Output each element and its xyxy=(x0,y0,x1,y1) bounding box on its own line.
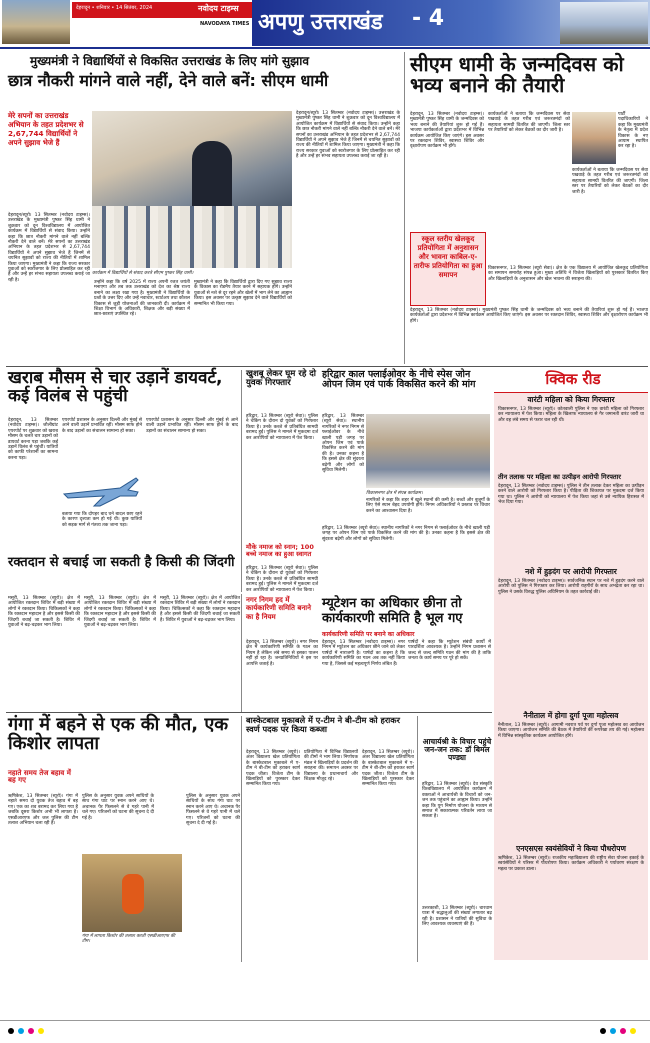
acharyashri-headline: आचार्यश्री के विचार पहुंचे जन-जन तक: डॉ बिमल पण्ड्या xyxy=(422,737,492,762)
pilgrims-body: उत्तरकाशी, 13 सितम्बर (ब्यूरो)। चारधाम यात्रा में श्रद्धालुओं की संख्या लगातार बढ़ रही है। प्रशासन ने यात्रियों की सुविधा के लिए आवश्यक व्यवस्थाएं की हैं। xyxy=(422,906,492,928)
registration-swatch xyxy=(600,1028,606,1034)
cm-birthday-body-2: कार्यकर्ताओं ने बताया कि जन्मदिवस पर सेवा पखवाड़े के तहत गरीब एवं जरूरतमंदों को सहायता सामग्री वितरित की जाएगी। जिला स्तर पर तैयारियों को लेकर बैठकों का दौर जारी है। xyxy=(488,112,570,134)
basketball-body-3: देहरादून, 13 सितम्बर (ब्यूरो)। अंतर विद्यालय खेल प्रतियोगिता के बास्केटबाल मुकाबले में ए-टीम ने बी-टीम को हराकर स्वर्ण पदक जीता। विजेता टीम के खिलाड़ियों को पुरस्कार देकर सम्मानित किया गया। xyxy=(362,750,414,788)
section-title: अपणु उत्तराखंड xyxy=(258,10,383,35)
lead-highlight: मेरे सपनों का उत्तराखंड अभियान के तहत प्रदेशभर से 2,67,744 विद्यार्थियों ने अपने सुझाव भेजे हैं xyxy=(8,111,84,147)
mutation-area xyxy=(322,596,492,710)
basketball-body-2: प्रतियोगिता में विभिन्न विद्यालयों की टीमों ने भाग लिया। निर्णायक मंडल ने खिलाड़ियों के प्रदर्शन की सराहना की। समापन अवसर पर विद्यालय के प्रधानाचार्य और शिक्षक मौजूद रहे। xyxy=(304,750,358,783)
flyover-body-2: नागरिकों ने कहा कि शहर में खुले स्थानों की कमी है। बच्चों और बुजुर्गों के लिए ऐसे स्थान बेहद उपयोगी होंगे। निगम अधिकारियों ने प्रस्ताव पर विचार करने का आश्वासन दिया है। xyxy=(366,498,490,514)
cm-birthday-body-3: पार्टी पदाधिकारियों ने कहा कि मुख्यमंत्री के नेतृत्व में प्रदेश विकास के नए आयाम स्थापित कर रहा है। xyxy=(618,112,648,150)
weather-headline: खराब मौसम से चार उड़ानें डायवर्ट, कई विलंब से पहुंची xyxy=(8,368,223,406)
masthead xyxy=(0,0,650,46)
registration-swatch xyxy=(8,1028,14,1034)
ganga-highlight: नहाते समय तेज बहाव में बह गए xyxy=(8,769,71,785)
quick-read-item-3-body: देहरादून, 13 सितम्बर (नवोदय टाइम्स)। सार्वजनिक स्थान पर नशे में हुड़दंग करने वाले आरोपी को पुलिस ने गिरफ्तार कर लिया। आरोपी राहगीरों के साथ अभद्रता कर रहा था। पुलिस ने उसके विरुद्ध पुलिस अधिनियम के तहत कार्रवाई की। xyxy=(498,579,644,595)
footer-registration-marks xyxy=(0,1026,650,1038)
basketball-body-1: देहरादून, 13 सितम्बर (ब्यूरो)। अंतर विद्यालय खेल प्रतियोगिता के बास्केटबाल मुकाबले में ए-टीम ने बी-टीम को हराकर स्वर्ण पदक जीता। विजेता टीम के खिलाड़ियों को पुरस्कार देकर सम्मानित किया गया। xyxy=(246,750,300,788)
nagar-nigam-headline: नगर निगम हद में कार्यकारिणी समिति बनाने का है नियम xyxy=(246,596,311,621)
rule-col-divider-2 xyxy=(241,370,242,592)
blood-donation-body-1: मसूरी, 13 सितम्बर (ब्यूरो)। क्षेत्र में आयोजित रक्तदान शिविर में बड़ी संख्या में लोगों ने रक्तदान किया। चिकित्सकों ने कहा कि रक्तदान महादान है और इससे किसी की जिंदगी बचाई जा सकती है। शिविर में युवाओं ने बढ़-चढ़कर भाग लिया। xyxy=(8,596,80,629)
lead-photo-figure xyxy=(192,141,232,211)
ganga-photo-caption: गंगा में लापता किशोर की तलाश करती एसडीआरएफ की टीम। xyxy=(82,934,176,945)
registration-swatch xyxy=(620,1028,626,1034)
paper-name-en: NAVODAYA TIMES xyxy=(200,21,250,27)
blood-donation-body-3: मसूरी, 13 सितम्बर (ब्यूरो)। क्षेत्र में आयोजित रक्तदान शिविर में बड़ी संख्या में लोगों ने रक्तदान किया। चिकित्सकों ने कहा कि रक्तदान महादान है और इससे किसी की जिंदगी बचाई जा सकती है। शिविर में युवाओं ने बढ़-चढ़कर भाग लिया। xyxy=(160,596,240,623)
weather-body-2: एयरपोर्ट प्रशासन के अनुसार दिल्ली और मुंबई से आने वाली उड़ानें प्रभावित रहीं। मौसम साफ होने के बाद उड़ानों का संचालन सामान्य हो सका। xyxy=(62,418,142,434)
nagar-nigam-body: देहरादून, 13 सितम्बर (ब्यूरो)। नगर निगम क्षेत्र में कार्यकारिणी समिति के गठन का नियम है लेकिन लंबे समय से इसका पालन नहीं हो रहा है। जनप्रतिनिधियों ने इस पर आपत्ति जताई है। xyxy=(246,640,318,667)
acharyashri-body: हरिद्वार, 13 सितम्बर (ब्यूरो)। देव संस्कृति विश्वविद्यालय में आयोजित कार्यक्रम में वक्ताओं ने आचार्यश्री के विचारों को जन-जन तक पहुंचाने का आह्वान किया। उन्होंने कहा कि युग निर्माण योजना के माध्यम से समाज में सकारात्मक परिवर्तन लाया जा सकता है। xyxy=(422,782,492,820)
lead-headline: छात्र नौकरी मांगने वाले नहीं, देने वाले बनें: सीएम धामी xyxy=(8,71,329,90)
cm-birthday-body-4: कार्यकर्ताओं ने बताया कि जन्मदिवस पर सेवा पखवाड़े के तहत गरीब एवं जरूरतमंदों को सहायता सामग्री वितरित की जाएगी। जिला स्तर पर तैयारियों को लेकर बैठकों का दौर जारी है। xyxy=(572,168,648,195)
masthead-right-photo xyxy=(560,2,648,44)
quick-read-item-2-head: तीन तलाक पर महिला का उत्पीड़न आरोपी गिरफ्तार xyxy=(498,473,622,481)
dateline: देहरादून • शनिवार • 14 सितंबर, 2024 xyxy=(76,5,153,11)
cm-birthday-body-1: देहरादून, 13 सितम्बर (नवोदय टाइम्स)। मुख्यमंत्री पुष्कर सिंह धामी के जन्मदिवस को भव्य बनाने की तैयारियां शुरू हो गई हैं। भाजपा कार्यकर्ताओं द्वारा प्रदेशभर में विभिन्न कार्यक्रम आयोजित किए जाएंगे। इस अवसर पर रक्तदान शिविर, स्वास्थ्य शिविर और वृक्षारोपण कार्यक्रम भी होंगे। xyxy=(410,112,484,150)
haridwar-headline: खुशबू लेकर घूम रहे दो युवक गिरफ्तार xyxy=(246,369,317,388)
masthead-left-photo xyxy=(2,0,70,44)
airplane-icon xyxy=(60,470,140,510)
quick-read-item-1-body: विकासनगर, 13 सितम्बर (ब्यूरो)। कोतवाली पुलिस ने एक वारंटी महिला को गिरफ्तार कर न्यायालय में पेश किया। महिला के खिलाफ न्यायालय से गैर जमानती वारंट जारी था और वह लंबे समय से फरार चल रही थी। xyxy=(498,407,644,423)
flyover-photo xyxy=(366,414,490,488)
ganga-headline: गंगा में बहने से एक की मौत, एक किशोर लापता xyxy=(8,714,229,754)
lead-highlight-box xyxy=(8,111,86,209)
paper-name: नवोदय टाइम्स xyxy=(198,4,239,13)
weather-body-4: एयरपोर्ट प्रशासन के अनुसार दिल्ली और मुंबई से आने वाली उड़ानें प्रभावित रहीं। मौसम साफ होने के बाद उड़ानों का संचालन सामान्य हो सका। xyxy=(146,418,238,434)
cm-birthday-photo xyxy=(572,112,616,164)
rule-col-divider-5 xyxy=(417,716,418,962)
lead-body-2: उन्होंने कहा कि वर्ष 2025 में राज्य अपनी रजत जयंती मनाएगा और तब तक उत्तराखंड को देश का श्रेष्ठ राज्य बनाने का लक्ष्य रखा गया है। मुख्यमंत्री ने विद्यार्थियों के प्रश्नों के उत्तर दिए और उन्हें नवाचार, स्टार्टअप तथा कौशल विकास से जुड़ी योजनाओं की जानकारी दी। कार्यक्रम में शिक्षा विभाग के अधिकारी, शिक्षक और बड़ी संख्या में छात्र-छात्राएं उपस्थित रहे। xyxy=(94,280,190,318)
mutation-columns xyxy=(322,640,492,706)
ganga-photo xyxy=(82,854,182,932)
haridwar-subhead: मौके नमाज को स्नान; 100 बच्चे नमाज का हुआ स्वागत xyxy=(246,543,314,558)
quick-read-item-1-head: वारंटी महिला को किया गिरफ्तार xyxy=(527,395,615,404)
rule-col-divider-3 xyxy=(241,594,242,712)
mutation-body-2: पार्षदों ने कहा कि म्यूटेशन संबंधी कार्यों में पारदर्शिता आवश्यक है। उन्होंने निगम प्रशासन से जल्द से जल्द समिति गठन की मांग की है ताकि जनता के कार्य समय पर पूरे हो सकें। xyxy=(408,640,491,662)
rule-horizontal-2 xyxy=(6,712,492,713)
weather-plane-graphic xyxy=(60,470,140,510)
quick-read-item-5-head: एनएसएस स्वयंसेवियों ने किया पौधरोपण xyxy=(516,844,626,853)
flyover-body: हरिद्वार, 13 सितम्बर (ब्यूरो सेवा)। स्थानीय नागरिकों ने नगर निगम से फ्लाईओवर के नीचे खाली पड़ी जगह पर ओपन जिम एवं पार्क विकसित करने की मांग की है। उनका कहना है कि इससे क्षेत्र की सुंदरता बढ़ेगी और लोगों को सुविधा मिलेगी। xyxy=(322,414,364,474)
lead-body-4: देहरादून/ब्यूरो। 13 सितम्बर (नवोदय टाइम्स)। उत्तराखंड के मुख्यमंत्री पुष्कर सिंह धामी ने शुक्रवार को दून विश्वविद्यालय में आयोजित कार्यक्रम में विद्यार्थियों से संवाद किया। उन्होंने कहा कि छात्र नौकरी मांगने वाले नहीं बल्कि नौकरी देने वाले बनें। मेरे सपनों का उत्तराखंड अभियान के तहत प्रदेशभर से 2,67,744 विद्यार्थियों ने अपने सुझाव भेजे हैं जिनमें से चयनित सुझावों को राज्य की नीतियों में शामिल किया जाएगा। मुख्यमंत्री ने कहा कि राज्य सरकार युवाओं को स्वरोजगार के लिए प्रोत्साहित कर रही है और उन्हें हर संभव सहायता उपलब्ध कराई जा रही है। xyxy=(296,111,400,160)
lead-photo-crowd xyxy=(92,206,292,268)
quick-read-item-2-body: देहरादून, 13 सितम्बर (नवोदय टाइम्स)। पुलिस ने तीन तलाक देकर महिला का उत्पीड़न करने वाले आरोपी को गिरफ्तार किया है। पीड़िता की शिकायत पर मुकदमा दर्ज किया गया था। पुलिस ने आरोपी को न्यायालय में पेश किया जहां से उसे न्यायिक हिरासत में भेज दिया गया। xyxy=(498,484,644,506)
sports-box-text: स्कूल स्तरीय खेलकूद प्रतियोगिता में अनुशासन और भावना काबिल-ए-तारीफ प्रतियोगिता का हुआ समापन xyxy=(413,235,483,279)
blood-donation-headline: रक्तदान से बचाई जा सकती है किसी की जिंदगी xyxy=(8,555,235,570)
flyover-headline: हरिद्वार काल फ्लाईओवर के नीचे स्पेस जोन ओपन जिम एवं पार्क विकसित करने की मांग xyxy=(322,369,476,390)
lead-photo xyxy=(92,111,292,268)
ganga-body-1: ऋषिकेश, 13 सितम्बर (ब्यूरो)। गंगा में नहाते समय दो युवक तेज बहाव में बह गए। एक का शव बरामद कर लिया गया है जबकि दूसरा किशोर अभी भी लापता है। एसडीआरएफ और जल पुलिस की टीम तलाश अभियान चला रही है। xyxy=(8,794,78,827)
mutation-headline-text: म्यूटेशन का अधिकार छीना तो कार्यकारणी समिति है भूल गए xyxy=(322,596,463,626)
basketball-headline: बास्केटबाल मुकाबले में ए-टीम ने बी-टीम को हराकर स्वर्ण पदक पर किया कब्जा xyxy=(246,715,400,734)
mutation-subhead: कार्यकारिणी समिति पर बनाने का अधिकार xyxy=(322,631,415,638)
blood-donation-body-2: मसूरी, 13 सितम्बर (ब्यूरो)। क्षेत्र में आयोजित रक्तदान शिविर में बड़ी संख्या में लोगों ने रक्तदान किया। चिकित्सकों ने कहा कि रक्तदान महादान है और इससे किसी की जिंदगी बचाई जा सकती है। शिविर में युवाओं ने बढ़-चढ़कर भाग लिया। xyxy=(84,596,156,629)
lead-body-3: मुख्यमंत्री ने कहा कि विद्यार्थियों द्वारा दिए गए सुझाव राज्य के विकास का रोडमैप तैयार करने में सहायक होंगे। उन्होंने युवाओं से नशे से दूर रहने और खेलों में भाग लेने का आह्वान किया। इस अवसर पर उत्कृष्ट सुझाव देने वाले विद्यार्थियों को सम्मानित भी किया गया। xyxy=(194,280,292,307)
quick-read-item-5-body: ऋषिकेश, 13 सितम्बर (ब्यूरो)। राजकीय महाविद्यालय की राष्ट्रीय सेवा योजना इकाई के स्वयंसेवियों ने परिसर में पौधरोपण किया। कार्यक्रम अधिकारी ने पर्यावरण संरक्षण के महत्व पर प्रकाश डाला। xyxy=(498,856,644,872)
masthead-rule xyxy=(0,47,650,49)
rule-col-divider-1 xyxy=(404,52,405,364)
registration-swatch xyxy=(28,1028,34,1034)
quick-read-item-3-head: नशे में हुड़दंग पर आरोपी गिरफ्तार xyxy=(525,567,617,576)
sports-box xyxy=(410,232,486,306)
lead-photo-caption: कार्यक्रम में विद्यार्थियों से संवाद करते सीएम पुष्कर सिंह धामी। xyxy=(92,271,194,276)
lead-body-1: देहरादून/ब्यूरो। 13 सितम्बर (नवोदय टाइम्स)। उत्तराखंड के मुख्यमंत्री पुष्कर सिंह धामी ने शुक्रवार को दून विश्वविद्यालय में आयोजित कार्यक्रम में विद्यार्थियों से संवाद किया। उन्होंने कहा कि छात्र नौकरी मांगने वाले नहीं बल्कि नौकरी देने वाले बनें। मेरे सपनों का उत्तराखंड अभियान के तहत प्रदेशभर से 2,67,744 विद्यार्थियों ने अपने सुझाव भेजे हैं जिनमें से चयनित सुझावों को राज्य की नीतियों में शामिल किया जाएगा। मुख्यमंत्री ने कहा कि राज्य सरकार युवाओं को स्वरोजगार के लिए प्रोत्साहित कर रही है और उन्हें हर संभव सहायता उपलब्ध कराई जा रही है। xyxy=(8,213,90,283)
haridwar-body-2: हरिद्वार, 13 सितम्बर (ब्यूरो सेवा)। पुलिस ने चेकिंग के दौरान दो युवकों को गिरफ्तार किया है। उनके कब्जे से प्रतिबंधित सामग्री बरामद हुई। पुलिस ने मामले में मुकदमा दर्ज कर आरोपियों को न्यायालय में पेश किया। xyxy=(246,566,318,593)
registration-swatch xyxy=(18,1028,24,1034)
registration-swatch xyxy=(38,1028,44,1034)
footer-rule xyxy=(0,1020,650,1021)
page-number: - 4 xyxy=(412,6,445,31)
registration-swatch xyxy=(630,1028,636,1034)
cm-birthday-headline: सीएम धामी के जन्मदिवस को भव्य बनाने की तैयारी xyxy=(410,52,624,97)
ganga-body-3: पुलिस के अनुसार युवक अपने साथियों के साथ गंगा घाट पर स्नान करने आए थे। अचानक पैर फिसलने से वे गहरे पानी में चले गए। परिजनों को घटना की सूचना दे दी गई है। xyxy=(186,794,240,827)
weather-body-1: देहरादून, 13 सितम्बर (नवोदय टाइम्स)। जौलीग्रांट एयरपोर्ट पर शुक्रवार को खराब मौसम के चलते चार उड़ानों को डायवर्ट करना पड़ा जबकि कई उड़ानें विलंब से पहुंचीं। यात्रियों को काफी परेशानी का सामना करना पड़ा। xyxy=(8,418,58,461)
mutation-body-1: देहरादून, 13 सितम्बर (नवोदय टाइम्स)। नगर निगम में म्यूटेशन का अधिकार छीने जाने को लेकर पार्षदों में नाराजगी है। पार्षदों का कहना है कि कार्यकारिणी समिति का गठन अब तक नहीं किया गया है, जिससे कई महत्वपूर्ण निर्णय लंबित हैं। xyxy=(322,640,405,667)
nagar-nigam-box xyxy=(246,596,318,636)
flyover-body-3: हरिद्वार, 13 सितम्बर (ब्यूरो सेवा)। स्थानीय नागरिकों ने नगर निगम से फ्लाईओवर के नीचे खाली पड़ी जगह पर ओपन जिम एवं पार्क विकसित करने की मांग की है। उनका कहना है कि इससे क्षेत्र की सुंदरता बढ़ेगी और लोगों को सुविधा मिलेगी। xyxy=(322,526,490,542)
haridwar-body: हरिद्वार, 13 सितम्बर (ब्यूरो सेवा)। पुलिस ने चेकिंग के दौरान दो युवकों को गिरफ्तार किया है। उनके कब्जे से प्रतिबंधित सामग्री बरामद हुई। पुलिस ने मामले में मुकदमा दर्ज कर आरोपियों को न्यायालय में पेश किया। xyxy=(246,414,318,441)
flyover-photo-caption: विकासनगर क्षेत्र में संपन्न कार्यक्रम। xyxy=(366,491,423,496)
rule-col-divider-4 xyxy=(241,716,242,962)
quick-read-item-4-body: नैनीताल, 13 सितम्बर (ब्यूरो)। आगामी नवरात्र पर्व पर दुर्गा पूजा महोत्सव का आयोजन किया जाएगा। आयोजन समिति की बैठक में तैयारियों की रूपरेखा तय की गई। महोत्सव में विभिन्न सांस्कृतिक कार्यक्रम आयोजित होंगे। xyxy=(498,723,644,739)
rule-horizontal-1 xyxy=(6,366,648,367)
lead-kicker: मुख्यमंत्री ने विद्यार्थियों से विकसित उत्तराखंड के लिए मांगे सुझाव xyxy=(30,54,310,68)
ganga-body-2: पुलिस के अनुसार युवक अपने साथियों के साथ गंगा घाट पर स्नान करने आए थे। अचानक पैर फिसलने से वे गहरे पानी में चले गए। परिजनों को घटना की सूचना दे दी गई है। xyxy=(82,794,154,821)
quick-read-item-4-head: नैनीताल में होगा दुर्गा पूजा महोत्सव xyxy=(523,711,619,720)
ganga-photo-rescuer xyxy=(122,874,144,914)
cm-birthday-body-5: देहरादून, 13 सितम्बर (नवोदय टाइम्स)। मुख्यमंत्री पुष्कर सिंह धामी के जन्मदिवस को भव्य बनाने की तैयारियां शुरू हो गई हैं। भाजपा कार्यकर्ताओं द्वारा प्रदेशभर में विभिन्न कार्यक्रम आयोजित किए जाएंगे। इस अवसर पर रक्तदान शिविर, स्वास्थ्य शिविर और वृक्षारोपण कार्यक्रम भी होंगे। xyxy=(410,308,648,324)
registration-swatch xyxy=(610,1028,616,1034)
weather-body-3: बताया गया कि दोपहर बाद घने बादल छाए रहने के कारण दृश्यता कम हो गई थी। कुछ यात्रियों को सड़क मार्ग से गंतव्य तक जाना पड़ा। xyxy=(62,512,142,528)
school-event-body: विकासनगर, 13 सितम्बर (ब्यूरो सेवा)। क्षेत्र के एक विद्यालय में आयोजित खेलकूद प्रतियोगिता का समापन समारोह संपन्न हुआ। मुख्य अतिथि ने विजेता खिलाड़ियों को पुरस्कार वितरित किए और खिलाड़ियों के अनुशासन और खेल भावना की सराहना की। xyxy=(488,266,648,282)
quick-read-title: क्विक रीड xyxy=(545,370,601,388)
